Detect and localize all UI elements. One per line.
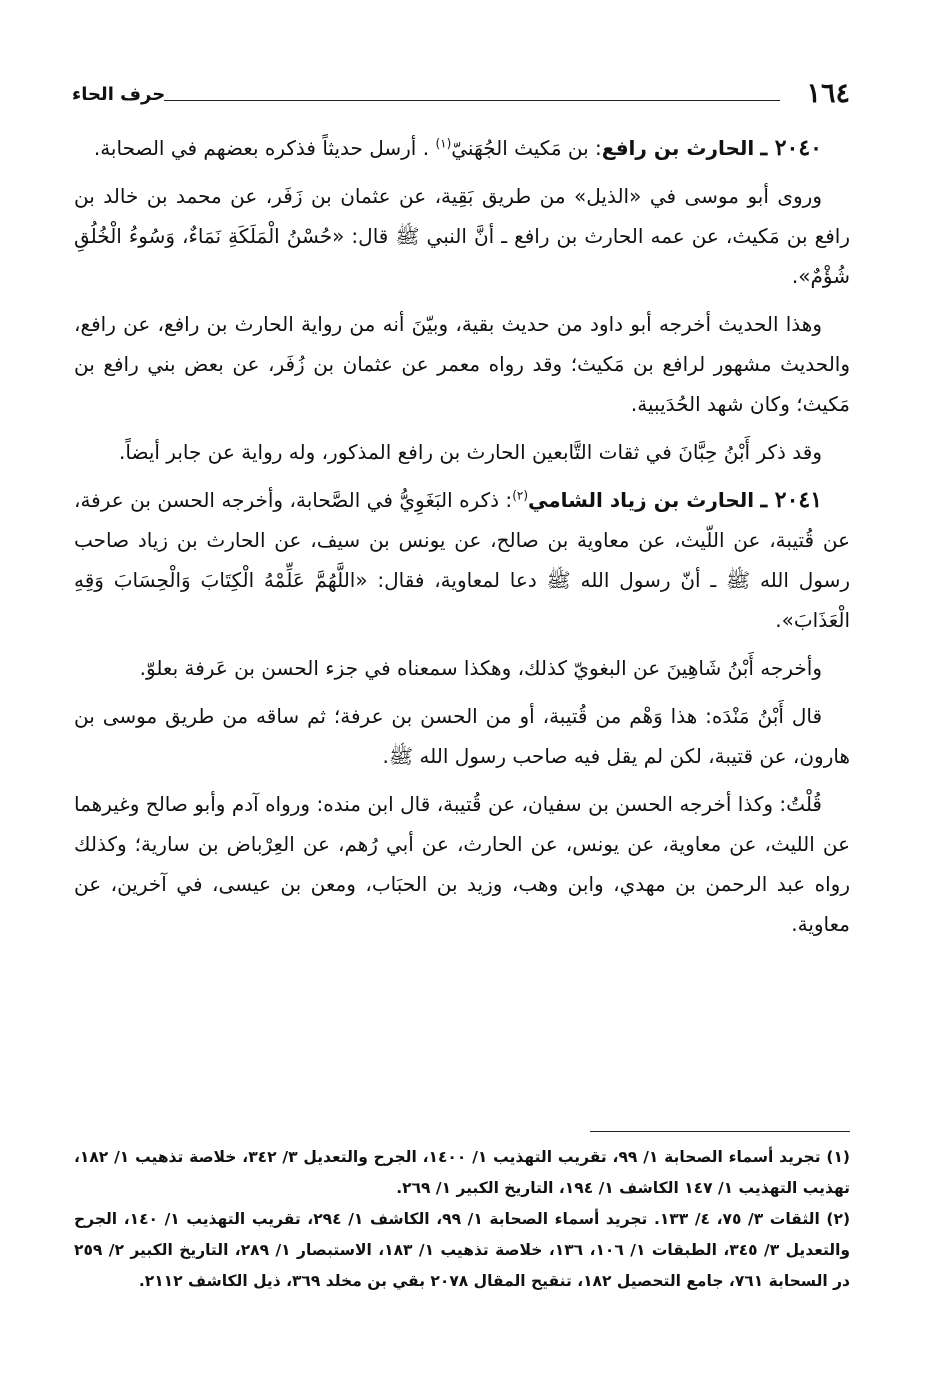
paragraph: وقد ذكر أَبْنُ حِبَّانَ في ثقات التَّابعين الحارث بن رافع المذكور، وله رواية عن جابر أيضاً.	[119, 440, 822, 464]
paragraph: وهذا الحديث أخرجه أبو داود من حديث بقية، وبيّنَ أنه من رواية الحارث بن رافع، عن رافع، والحديث مشهور لرافع بن مَكيث؛ وقد رواه معمر عن عثمان بن زُفَر، عن بعض بني رافع بن مَكيث؛ وكان شهد الحُدَيبية.	[74, 312, 850, 416]
main-text	[74, 128, 850, 952]
paragraph: وأخرجه أَبْنُ شَاهِينَ عن البغويّ كذلك، وهكذا سمعناه في جزء الحسن بن عَرفة بعلوّ.	[139, 656, 822, 680]
footnote-separator	[590, 1131, 850, 1132]
page-number: ١٦٤	[806, 78, 850, 109]
entry-number: ٢٠٤٠ ـ	[760, 135, 822, 161]
footnote-ref: (٢)	[512, 488, 529, 503]
entry-name: الحارث بن رافع	[601, 136, 755, 160]
entry-number: ٢٠٤١ ـ	[760, 487, 823, 513]
entry-2041	[74, 480, 850, 640]
entry-text: . أرسل حديثاً فذكره بعضهم في الصحابة.	[93, 136, 430, 160]
entry-2040	[74, 128, 850, 168]
footnote-1: (١) تجريد أسماء الصحابة ١/ ٩٩، تقريب التهذيب ١/ ١٤٠٠، الجرح والتعديل ٣/ ٣٤٢، خلاصة تذهيب ١/ ١٨٢، تهذيب التهذيب ١/ ١٤٧ الكاشف ١/ ١٩٤، التاريخ الكبير ١/ ٢٦٩.	[74, 1148, 851, 1197]
paragraph: وروى أبو موسى في «الذيل» من طريق بَقِية، عن عثمان بن زَفَر، عن محمد بن خالد بن رافع بن مَكيث، عن عمه الحارث بن رافع ـ أنَّ النبي ﷺ قال: «حُسْنُ الْمَلَكَةِ نَمَاءٌ، وَسُوءُ الْخُلُقِ شُؤْمٌ».	[74, 184, 850, 288]
entry-lead: : بن مَكيث الجُهَنيّ	[451, 136, 602, 160]
footnotes	[74, 1142, 850, 1297]
paragraph: قُلْتُ: وكذا أخرجه الحسن بن سفيان، عن قُتيبة، قال ابن منده: ورواه آدم وأبو صالح وغيرهما عن الليث، عن معاوية، عن يونس، عن الحارث، عن أبي رُهم، عن العِرْباض بن سارية؛ وكذلك رواه عبد الرحمن بن مهدي، وابن وهب، وزيد بن الحبَاب، ومعن بن عيسى، في آخرين، عن معاوية.	[74, 792, 850, 936]
page-header	[72, 78, 850, 114]
header-rule	[164, 100, 780, 101]
running-title: حرف الحاء	[72, 84, 166, 105]
footnote-2: (٢) الثقات ٣/ ٧٥، ٤/ ١٣٣. تجريد أسماء الصحابة ١/ ٩٩، الكاشف ١/ ٢٩٤، تقريب التهذيب ١/ ١٤٠، الجرح والتعديل ٣/ ٣٤٥، الطبقات ١/ ١٠٦، ١٣٦، خلاصة تذهيب ١/ ١٨٣، الاستبصار ١/ ٢٨٩، التاريخ الكبير ٢/ ٢٥٩ در السحابة ٧٦١، جامع التحصيل ١٨٢، تنقيح المقال ٢٠٧٨ بقي بن مخلد ٣٦٩، ذيل الكاشف ٢١١٢.	[74, 1210, 851, 1290]
entry-text: : ذكره البَغَوِيُّ في الصَّحابة، وأخرجه الحسن بن عرفة، عن قُتيبة، عن اللّيث، عن معاوية بن صالح، عن يونس بن سيف، عن الحارث بن زياد صاحب رسول الله ﷺ ـ أنّ رسول الله ﷺ دعا لمعاوية، فقال: «اللَّهُمَّ عَلِّمْهُ الْكِتَابَ وَالْحِسَابَ وَقِهِ الْعَذَابَ».	[74, 488, 850, 632]
footnote-ref: (١)	[435, 136, 452, 151]
paragraph: قال أَبْنُ مَنْدَه: هذا وَهْم من قُتيبة، أو من الحسن بن عرفة؛ ثم ساقه من طريق موسى بن هارون، عن قتيبة، لكن لم يقل فيه صاحب رسول الله ﷺ.	[74, 704, 850, 768]
entry-name: الحارث بن زياد الشامي	[528, 488, 755, 512]
